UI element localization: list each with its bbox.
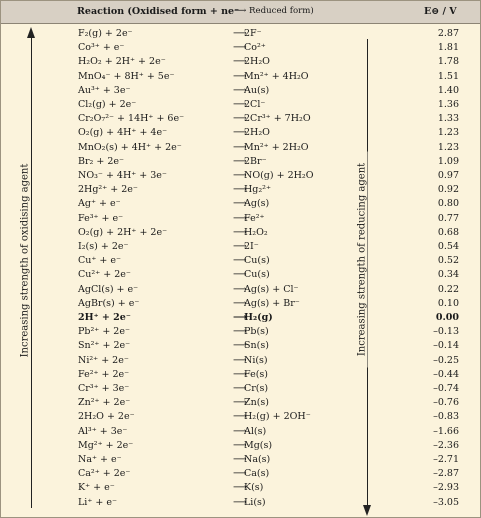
right-arrow-icon: ⟶: [233, 28, 247, 39]
reduced-form: 2F⁻: [244, 28, 262, 39]
oxidised-form: Cu²⁺ + 2e⁻: [78, 269, 131, 281]
oxidised-form: AgCl(s) + e⁻: [78, 283, 139, 295]
standard-potential: 0.77: [437, 212, 459, 224]
table-row: [1, 368, 480, 383]
oxidised-form: O₂(g) + 2H⁺ + 2e⁻: [78, 226, 168, 238]
reduced-form: Mg(s): [244, 439, 273, 451]
reduced-form: Cr(s): [244, 383, 269, 394]
standard-potential: 0.00: [435, 312, 459, 323]
table-row: [1, 453, 480, 468]
right-arrow-icon: ⟶: [233, 354, 247, 366]
standard-potential: –0.83: [433, 411, 459, 423]
standard-potential: –1.66: [433, 425, 459, 437]
reduced-form: Ag(s) + Br⁻: [244, 297, 300, 309]
table-row: [1, 283, 480, 298]
table-row: [1, 169, 480, 184]
right-arrow-icon: ⟶: [233, 283, 247, 295]
standard-potential: 1.23: [437, 127, 459, 139]
oxidised-form: Pb²⁺ + 2e⁻: [78, 326, 130, 338]
right-arrow-icon: ⟶: [233, 70, 247, 82]
oxidised-form: 2H⁺ + 2e⁻: [78, 312, 131, 323]
header-reduced-form: ⟶ Reduced form): [234, 6, 314, 16]
oxidised-form: Zn²⁺ + 2e⁻: [78, 397, 131, 409]
right-arrow-icon: ⟶: [233, 170, 247, 181]
oxidised-form: Li⁺ + e⁻: [78, 496, 117, 508]
standard-potential: 2.87: [437, 28, 459, 39]
right-arrow-icon: ⟶: [233, 340, 247, 352]
reduced-form: Hg₂²⁺: [244, 184, 271, 196]
oxidised-form: Ni²⁺ + 2e⁻: [78, 354, 129, 366]
table-row: [1, 467, 480, 482]
reduced-form: 2Cr³⁺ + 7H₂O: [244, 113, 311, 125]
standard-potential: 1.40: [437, 84, 459, 96]
reduced-form: Mn²⁺ + 4H₂O: [244, 70, 309, 82]
oxidised-form: AgBr(s) + e⁻: [78, 297, 140, 309]
standard-potential: 1.78: [437, 56, 459, 68]
header-e0: E⊖ / V: [424, 6, 457, 17]
standard-potential: –0.14: [433, 340, 459, 352]
table-row: [1, 55, 480, 70]
reduced-form: Pb(s): [244, 326, 269, 338]
standard-potential: 0.68: [437, 226, 459, 238]
table-row: [1, 112, 480, 127]
oxidised-form: Mg²⁺ + 2e⁻: [78, 439, 134, 451]
standard-potential: 1.51: [437, 70, 459, 82]
standard-potential: 1.23: [437, 141, 459, 153]
oxidising-agent-label: Increasing strength of oxidising agent: [20, 153, 31, 369]
oxidised-form: NO₃⁻ + 4H⁺ + 3e⁻: [78, 170, 167, 181]
right-arrow-icon: ⟶: [233, 425, 247, 437]
oxidised-form: K⁺ + e⁻: [78, 482, 115, 494]
right-arrow-icon: ⟶: [233, 184, 247, 196]
standard-potential: –0.74: [433, 383, 459, 394]
table-row: [1, 126, 480, 141]
right-arrow-icon: ⟶: [233, 141, 247, 153]
table-row: [1, 311, 480, 326]
oxidised-form: H₂O₂ + 2H⁺ + 2e⁻: [78, 56, 166, 68]
oxidised-form: Cl₂(g) + 2e⁻: [78, 99, 137, 110]
table-row: [1, 382, 480, 397]
oxidised-form: Cr³⁺ + 3e⁻: [78, 383, 130, 394]
right-arrow-icon: ⟶: [233, 454, 247, 465]
reduced-form: Ag(s): [244, 198, 270, 210]
table-row: [1, 439, 480, 454]
standard-potential: 1.09: [437, 155, 459, 167]
right-arrow-icon: ⟶: [233, 226, 247, 238]
oxidised-form: Fe³⁺ + e⁻: [78, 212, 124, 224]
right-arrow-icon: ⟶: [233, 255, 247, 267]
reduced-form: Ag(s) + Cl⁻: [244, 283, 299, 295]
reduced-form: Al(s): [244, 425, 267, 437]
oxidised-form: 2Hg²⁺ + 2e⁻: [78, 184, 138, 196]
right-arrow-icon: ⟶: [233, 312, 247, 323]
table-row: [1, 410, 480, 425]
table-row: [1, 396, 480, 411]
right-arrow-icon: ⟶: [233, 383, 247, 394]
reduced-form: 2H₂O: [244, 56, 270, 68]
oxidised-form: Na⁺ + e⁻: [78, 454, 122, 465]
standard-potential: –0.44: [433, 368, 459, 380]
standard-potential: 0.92: [437, 184, 459, 196]
standard-potential: –2.93: [433, 482, 459, 494]
table-row: [1, 197, 480, 212]
right-arrow-icon: ⟶: [233, 297, 247, 309]
reduced-form: Sn(s): [244, 340, 269, 352]
table-row: [1, 141, 480, 156]
oxidised-form: Ca²⁺ + 2e⁻: [78, 468, 131, 480]
reduced-form: Co²⁺: [244, 42, 266, 54]
table-row: [1, 226, 480, 241]
table-row: [1, 268, 480, 283]
oxidised-form: 2H₂O + 2e⁻: [78, 411, 135, 423]
reduced-form: Au(s): [244, 84, 270, 96]
standard-potential: 0.52: [437, 255, 459, 267]
standard-potential: –0.25: [433, 354, 459, 366]
table-row: [1, 98, 480, 113]
oxidised-form: MnO₄⁻ + 8H⁺ + 5e⁻: [78, 70, 175, 82]
standard-potential: –2.87: [433, 468, 459, 480]
reduced-form: NO(g) + 2H₂O: [244, 170, 314, 181]
oxidised-form: O₂(g) + 4H⁺ + 4e⁻: [78, 127, 168, 139]
oxidised-form: I₂(s) + 2e⁻: [78, 241, 129, 252]
oxidised-form: Sn²⁺ + 2e⁻: [78, 340, 131, 352]
table-row: [1, 481, 480, 496]
table-row: [1, 84, 480, 99]
header-reaction: Reaction (Oxidised form + ne⁻: [77, 6, 240, 17]
standard-potential: 0.54: [437, 241, 459, 252]
oxidised-form: Fe²⁺ + 2e⁻: [78, 368, 130, 380]
right-arrow-icon: ⟶: [233, 241, 247, 252]
reduced-form: K(s): [244, 482, 264, 494]
reduced-form: 2I⁻: [244, 241, 259, 252]
right-arrow-icon: ⟶: [233, 127, 247, 139]
reduced-form: H₂(g) + 2OH⁻: [244, 411, 311, 423]
oxidised-form: Co³⁺ + e⁻: [78, 42, 125, 54]
right-arrow-icon: ⟶: [233, 198, 247, 210]
right-arrow-icon: ⟶: [233, 439, 247, 451]
oxidised-form: Au³⁺ + 3e⁻: [78, 84, 131, 96]
oxidised-form: Cr₂O₇²⁻ + 14H⁺ + 6e⁻: [78, 113, 185, 125]
right-arrow-icon: ⟶: [233, 56, 247, 68]
table-row: [1, 496, 480, 511]
standard-potential: –0.13: [433, 326, 459, 338]
oxidised-form: Br₂ + 2e⁻: [78, 155, 125, 167]
table-row: [1, 212, 480, 227]
right-arrow-icon: ⟶: [233, 368, 247, 380]
table-row: [1, 183, 480, 198]
right-arrow-icon: ⟶: [233, 99, 247, 110]
table-row: [1, 425, 480, 440]
reduced-form: Fe(s): [244, 368, 268, 380]
right-arrow-icon: ⟶: [233, 397, 247, 409]
oxidised-form: F₂(g) + 2e⁻: [78, 28, 133, 39]
oxidised-form: Ag⁺ + e⁻: [78, 198, 121, 210]
standard-potential: –2.36: [433, 439, 459, 451]
right-arrow-icon: ⟶: [233, 482, 247, 494]
table-header: [1, 1, 480, 24]
standard-potential: 1.81: [437, 42, 459, 54]
table-row: [1, 325, 480, 340]
right-arrow-icon: ⟶: [233, 113, 247, 125]
right-arrow-icon: ⟶: [233, 84, 247, 96]
right-arrow-icon: ⟶: [233, 212, 247, 224]
reduced-form: Cu(s): [244, 269, 270, 281]
reduced-form: Ca(s): [244, 468, 270, 480]
reduced-form: 2Cl⁻: [244, 99, 266, 110]
reduced-form: Zn(s): [244, 397, 270, 409]
right-arrow-icon: ⟶: [233, 411, 247, 423]
right-arrow-icon: ⟶: [233, 269, 247, 281]
reduced-form: H₂O₂: [244, 226, 268, 238]
table-row: [1, 339, 480, 354]
oxidised-form: Cu⁺ + e⁻: [78, 255, 122, 267]
table-row: [1, 70, 480, 85]
table-row: [1, 27, 480, 42]
table-row: [1, 297, 480, 312]
right-arrow-icon: ⟶: [233, 155, 247, 167]
table-row: [1, 41, 480, 56]
oxidised-form: Al³⁺ + 3e⁻: [78, 425, 128, 437]
standard-potential: 0.34: [437, 269, 459, 281]
table-row: [1, 354, 480, 369]
right-arrow-icon: ⟶: [233, 42, 247, 54]
standard-potential: 0.97: [437, 170, 459, 181]
standard-potential: 0.22: [437, 283, 459, 295]
right-arrow-icon: ⟶: [233, 468, 247, 480]
table-row: [1, 240, 480, 255]
table-row: [1, 155, 480, 170]
standard-potential: –2.71: [433, 454, 459, 465]
standard-potential: –0.76: [433, 397, 459, 409]
reduced-form: 2Br⁻: [244, 155, 267, 167]
oxidised-form: MnO₂(s) + 4H⁺ + 2e⁻: [78, 141, 182, 153]
reduced-form: Ni(s): [244, 354, 268, 366]
reduced-form: Na(s): [244, 454, 271, 465]
standard-potential: 0.80: [437, 198, 459, 210]
reducing-agent-label: Increasing strength of reducing agent: [357, 152, 368, 368]
reduced-form: Cu(s): [244, 255, 270, 267]
reduced-form: Li(s): [244, 496, 266, 508]
right-arrow-icon: ⟶: [233, 326, 247, 338]
reduced-form: H₂(g): [244, 312, 273, 323]
standard-potential: –3.05: [433, 496, 459, 508]
standard-potential: 1.36: [437, 99, 459, 110]
reduced-form: 2H₂O: [244, 127, 270, 139]
right-arrow-icon: ⟶: [233, 496, 247, 508]
table-row: [1, 254, 480, 269]
standard-potential: 1.33: [437, 113, 459, 125]
standard-potential: 0.10: [437, 297, 459, 309]
reduced-form: Mn²⁺ + 2H₂O: [244, 141, 309, 153]
reduced-form: Fe²⁺: [244, 212, 265, 224]
